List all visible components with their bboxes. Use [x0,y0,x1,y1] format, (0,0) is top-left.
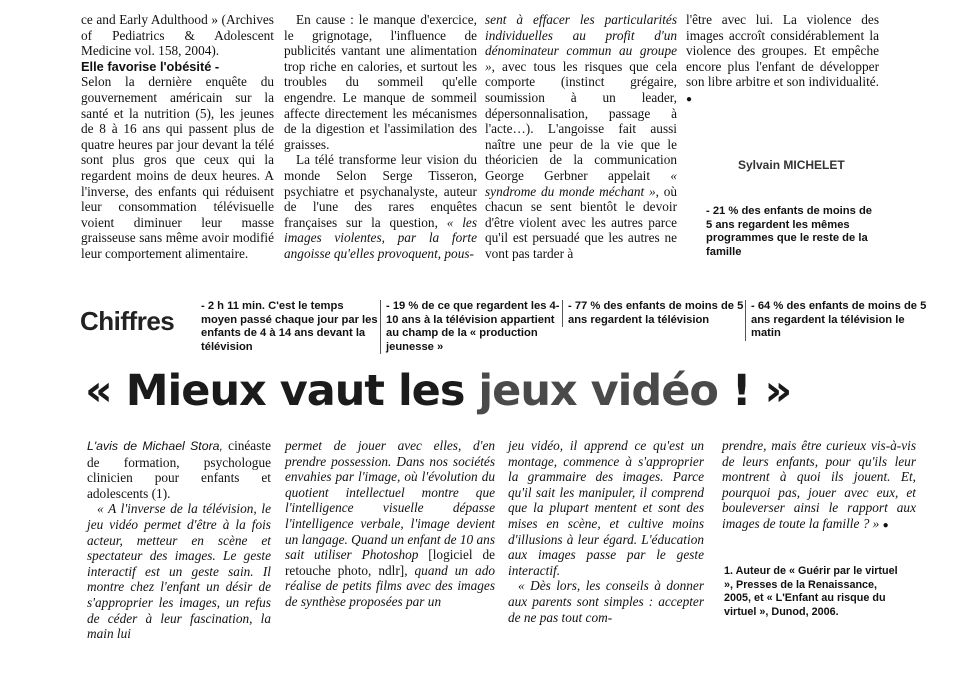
stat-box: - 21 % des enfants de moins de 5 ans regardent les mêmes programmes que le reste de la famille [706,205,872,258]
paragraph: jeu vidéo, il apprend ce qu'est un montage, commence à s'approprier la grammaire des images. Parce qu'il sait les manipuler, il comprend que la plupart mentent et sont des mises en scène, et cultive moins d'illusions à leur égard. L'éducation aux images passe par le geste interactif. [508,438,704,578]
headline-end: ! » [717,366,792,416]
paragraph [485,12,677,262]
interview-column-2 [285,438,495,610]
paragraph [686,12,879,108]
quote-paragraph: « A l'inverse de la télévision, le jeu vidéo permet d'être à la fois acteur, metteur en scène et spectateur des images. Le geste interactif est un geste sain. Il montre chez l'enfant un désir de s'approprier les images, un refus de céder à leur fascination, la main lui [87,501,271,642]
interviewee-lead: L'avis de Michael Stora, [87,439,223,453]
paragraph [722,438,916,534]
stat-item: - 77 % des enfants de moins de 5 ans regardent la télévision [562,300,744,327]
stat-item: - 64 % des enfants de moins de 5 ans regardent la télévision le matin [745,300,927,341]
paragraph [284,152,477,261]
paragraph-text: l'être avec lui. La violence des images accroît considérablement la violence des groupes. Et empêche encore plus l'enfant de développer son libre arbitre et son individualité. [686,12,879,90]
quote-text: « syndrome du monde méchant » [485,167,677,199]
paragraph-text: , où chacun se sent bientôt le devoir d'être violent avec les autres parce qu'il est persuadé que les autres ne vont pas tarder à [485,183,677,261]
end-bullet-icon: ● [882,519,889,531]
paragraph-text: permet de jouer avec elles, d'en prendre possession. Dans nos sociétés envahies par l'image, où l'évolution du quotient intellectuel montre que l'intelligence visuelle dépasse l'intelligence verbale, l'image devient un langage. Quand un enfant de 10 ans sait utiliser Photoshop [285,438,495,563]
paragraph: « Dès lors, les conseils à donner aux parents sont simples : accepter de ne pas tout com- [508,578,704,625]
end-bullet-icon: ● [686,93,693,105]
interview-column-1 [87,438,271,642]
stat-item: - 2 h 11 min. C'est le temps moyen passé chaque jour par les enfants de 4 à 14 ans devant la télévision [201,300,378,353]
subheading-obesite: Elle favorise l'obésité - [81,58,220,74]
interview-column-4 [722,438,916,534]
paragraph-text: cinéaste de formation, psychologue clinicien pour enfants et adolescents (1). [87,438,271,501]
paragraph [87,438,271,501]
quote-text: sent à effacer les particularités individuelles au profit d'un dénominateur commun au groupe » [485,12,677,74]
editor-note: [logiciel de retouche photo, ndlr] [285,547,495,578]
paragraph-text: , quand un ado réalise de petits films avec des images de synthèse proposées par un [285,562,495,609]
section-title-chiffres: Chiffres [80,306,175,336]
paragraph: En cause : le manque d'exercice, le grignotage, l'influence de publicités vantant une alimentation trop riche en calories, et surtout les troubles du sommeil qu'elle engendre. Le manque de sommeil affecte directement les mécanismes de la digestion et l'assimilation des graisses. [284,12,477,152]
paragraph: Selon la dernière enquête du gouvernement américain sur la santé et la nutrition (5), les jeunes de 8 à 16 ans qui passent plus de quatre heures par jour devant la télé sont plus gros que ceux qui la regardent moins de deux heures. A l'inverse, des enfants qui réduisent leur consommation télévisuelle voient diminuer leur masse graisseuse sans même avoir modifié leur comportement alimentaire. [81,74,274,261]
paragraph: ce and Early Adulthood » (Archives of Pediatrics & Adolescent Medicine vol. 158, 2004). [81,12,274,59]
article-column-3 [485,12,677,262]
author-byline: Sylvain MICHELET [738,158,845,172]
article-column-1 [81,12,274,262]
interview-column-3 [508,438,704,625]
footnote: 1. Auteur de « Guérir par le virtuel », Presses de la Renaissance, 2005, et « L'Enfant au risque du virtuel », Dunod, 2006. [724,565,898,618]
paragraph-text: La télé transforme leur vision du monde Selon Serge Tisseron, psychiatre et psychanalyste, auteur de l'une des rares enquêtes françaises sur la question, [284,152,477,230]
paragraph-text: , avec tous les risques que cela comporte (instinct grégaire, soumission à un leader, dépersonnalisation, passage à l'acte…). L'angoisse fait aussi naître une peur de la vie que le théoricien de la communication George Gerbner appelait [485,58,677,183]
headline [85,366,925,416]
paragraph [285,438,495,610]
article-column-2 [284,12,477,262]
article-column-4 [686,12,879,108]
quote-text: « les images violentes, par la forte angoisse qu'elles provoquent, pous- [284,214,477,261]
stat-item: - 19 % de ce que regardent les 4-10 ans à la télévision appartient au champ de la « production jeunesse » [380,300,562,354]
headline-start: « Mieux vaut les [85,366,479,416]
headline-emphasis: jeux vidéo [478,366,718,416]
paragraph-text: prendre, mais être curieux vis-à-vis de leurs enfants, pour qu'ils leur montrent à quoi ils jouent. Et, pourquoi pas, jouer avec eux, et bouleverser ainsi le rapport aux images de toute la famille ? » [722,438,916,531]
